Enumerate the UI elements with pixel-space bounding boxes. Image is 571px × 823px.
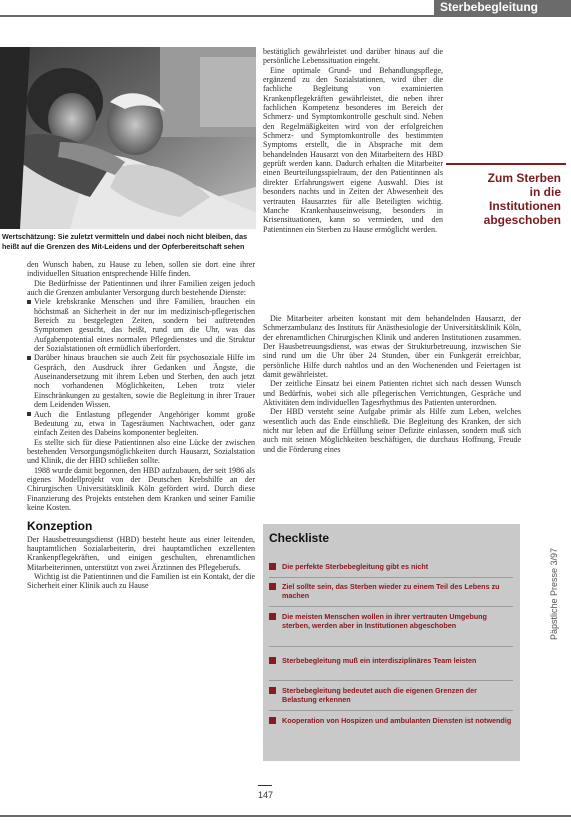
pull-quote-line: Institutionen — [489, 199, 561, 213]
checklist-divider — [269, 646, 513, 647]
pull-quote-line: in die — [529, 185, 561, 199]
section-title: Sterbebegleitung — [440, 0, 539, 14]
checklist-divider — [269, 577, 513, 578]
checklist-box — [263, 524, 520, 761]
pull-quote-line: Zum Sterben — [487, 171, 561, 185]
checklist-divider — [269, 710, 513, 711]
right-para: Eine optimale Grund- und Behandlungspflege, ergänzend zu den Sozialstationen, wird über die fachliche Begleitung von examinierten Krankenpflegekräften gewährleistet, die neben ihrer fachlichen Kompetenz besonderes im Bereich der Schmerz- und Symptomkontrolle geschult sind. Neben den Regelmäßigkeiten wird von der erfolgreichen Schmerz- und Symptomkontrolle des bestimmten Symptoms erstellt, die in Absprache mit dem behandelnden Hausarzt von den Mitarbeitern des HBD geprüft werden kann. Dadurch erhalten die Mitarbeiter einen Beurteilungsspielraum, der den Patientinnen als direkter Erfahrungswert eigene Auswahl. Dies ist besonders nachts und in Zeiten der Abwesenheit des vertrauten Hausarztes für alle Beteiligten wichtig. Manche Krankenhauseinweisung, besonders in Krisensituationen, kann so vermieden, und den Patientinnen ein Sterben zu Hause ermöglicht werden. — [263, 65, 443, 234]
section-heading: Konzeption — [27, 519, 93, 534]
right-para: Der zeitliche Einsatz bei einem Patienten richtet sich nach dessen Wunsch und Bedürfnis, wobei sich alle pflegerischen Verrichtungen, Gespräche und Aktivitäten dem individuellen Tagesrhythmus des Patienten unterordnen. — [263, 379, 521, 408]
checklist-item — [269, 656, 513, 665]
checklist-item — [269, 612, 513, 631]
square-bullet-icon — [269, 563, 276, 570]
square-bullet-icon — [269, 613, 276, 620]
checklist-item-text: Die perfekte Sterbebegleitung gibt es nicht — [282, 562, 429, 571]
square-bullet-icon — [269, 583, 276, 590]
pull-quote-line: abgeschoben — [483, 213, 561, 227]
left-para: Der Hausbetreuungsdienst (HBD) besteht heute aus einer leitenden, hauptamtlichen Sozialarbeiterin, drei hauptamtlichen exzellenten Krankenpflegekräften, und einigen geschulten, ehrenamtlichen Mitarbeiterinnen, unterstützt von zwei Ärztinnen des Pflegeberufs. — [27, 534, 255, 572]
bottom-rule — [0, 815, 571, 817]
checklist-item-text: Kooperation von Hospizen und ambulanten Diensten ist notwendig — [282, 716, 512, 725]
square-bullet-icon — [269, 657, 276, 664]
right-para: Die Mitarbeiter arbeiten konstant mit dem behandelnden Hausarzt, der Schmerzambulanz des Instituts für Anästhesiologie der Universitätsklinik Köln, der ehrenamtlichen Chirurgischen Klinik und anderen Institutionen zusammen. Der Hausbetreuungsdienst, was etwas der Strukturbetreuung, inzwischen Sie sind rund um die Uhr über 24 Stunden, über ein Funkgerät erreichbar, persönliche Hilfe durch nahtlos und an den Wochenenden und Feiertagen ist damit gewährleistet. — [263, 314, 521, 380]
right-para: bestätiglich gewährleistet und darüber hinaus auf die persönliche Lebenssituation eingeht. — [263, 47, 443, 66]
left-bullet: Viele krebskranke Menschen und ihre Familien, brauchen ein höchstmaß an Sicherheit in der nur im medizinisch-pflegerischen Bereich zu bestgelegten Zeiten, sondern bei auftretenden Symptomen gesucht, das heißt, rund um die Uhr, was das Aufgabenpotential eines normalen Pflegedienstes und die Struktur der Sozialstationen oft ermüdlich überfordert. — [27, 297, 255, 353]
left-column — [27, 260, 255, 591]
left-para: Wichtig ist die Patientinnen und die Familien ist ein Kontakt, der die Sicherheit einer Klinik auch zu Hause — [27, 572, 255, 591]
right-column-upper — [263, 47, 443, 234]
photo-caption: Wertschätzung: Sie zuletzt vermitteln und dabei noch nicht bleiben, das heißt auf die Grenzen des Mit-Leidens und der Opferbereitschaft sehen — [2, 232, 248, 251]
header-rule — [0, 15, 571, 17]
photo — [0, 47, 256, 229]
left-para: 1988 wurde damit begonnen, den HBD aufzubauen, der seit 1986 als eigenes Modellprojekt von der Deutschen Krebshilfe an der Chirurgischen Universitätsklinik Köln gefördert wird. Durch diese Finanzierung des Projekts entstehen dem Kranken und seiner Familie keine Kosten. — [27, 465, 255, 512]
left-para: Es stellte sich für diese Patientinnen also eine Lücke der zwischen bestehenden Versorgungsmöglichkeiten durch Hausarzt, Sozialstation und Klinik, die der HBD schließen sollte. — [27, 437, 255, 466]
footer-rule — [258, 785, 272, 786]
photo-image — [0, 47, 256, 229]
checklist-divider — [269, 606, 513, 607]
checklist-item-text: Sterbebegleitung bedeutet auch die eigenen Grenzen der Belastung erkennen — [282, 686, 477, 705]
checklist-item-text: Die meisten Menschen wollen in ihrer vertrauten Umgebung sterben, werden aber in Institutionen abgeschoben — [282, 612, 487, 631]
right-column-lower — [263, 314, 521, 454]
checklist-item — [269, 686, 513, 705]
checklist-item-text: Sterbebegleitung muß ein interdisziplinäres Team leisten — [282, 656, 477, 665]
checklist-item — [269, 716, 513, 725]
checklist-item — [269, 582, 513, 601]
pull-quote-rule — [446, 163, 566, 165]
left-para: Die Bedürfnisse der Patientinnen und ihrer Familien zeigen jedoch auch die Grenzen ambulanter Versorgung durch bestehende Dienste: — [27, 278, 255, 298]
square-bullet-icon — [269, 687, 276, 694]
square-bullet-icon — [269, 717, 276, 724]
page-number: 147 — [258, 790, 274, 800]
right-para: Der HBD versteht seine Aufgabe primär als Hilfe zum Leben, welches wesentlich auch das Ende einschließt. Die Begleitung des Kranken, der sich nicht nur leben auf die Erfüllung seiner Defizite einlassen, sondern muß sich auch mit seinen Möglichkeiten beschäftigen, die durchaus Hoffnung, Freude und die Förderung eines — [263, 407, 521, 454]
photo-credit: Päpstliche Presse 3/97 — [549, 547, 559, 640]
left-bullet: Darüber hinaus brauchen sie auch Zeit für psychosoziale Hilfe im Gespräch, den Ausdruck ihrer Gedanken und Ängste, die Auseinandersetzung mit ihrem Leben und Sterben, den auch jetzt noch vorhandenen Möglichkeiten, Leben trotz vieler Einschränkungen zu gestalten, sowie die Begleitung in ihrer Trauer dem Leidenden Wissen. — [27, 353, 255, 409]
left-para: den Wunsch haben, zu Hause zu leben, sollen sie dort eine ihrer individuellen Situation entsprechende Hilfe finden. — [27, 260, 255, 279]
checklist-item-text: Ziel sollte sein, das Sterben wieder zu einem Teil des Lebens zu machen — [282, 582, 500, 601]
checklist-item — [269, 562, 513, 571]
pull-quote-text — [446, 171, 561, 227]
checklist-title: Checkliste — [269, 531, 330, 545]
checklist-divider — [269, 680, 513, 681]
section-header-tab — [434, 0, 571, 15]
left-bullet: Auch die Entlastung pflegender Angehöriger kommt große Bedeutung zu, etwa in Tagesräumen Nachtwachen, oder ganz einfach Zeiten des Dabeins komponenter begleiten. — [27, 410, 255, 438]
